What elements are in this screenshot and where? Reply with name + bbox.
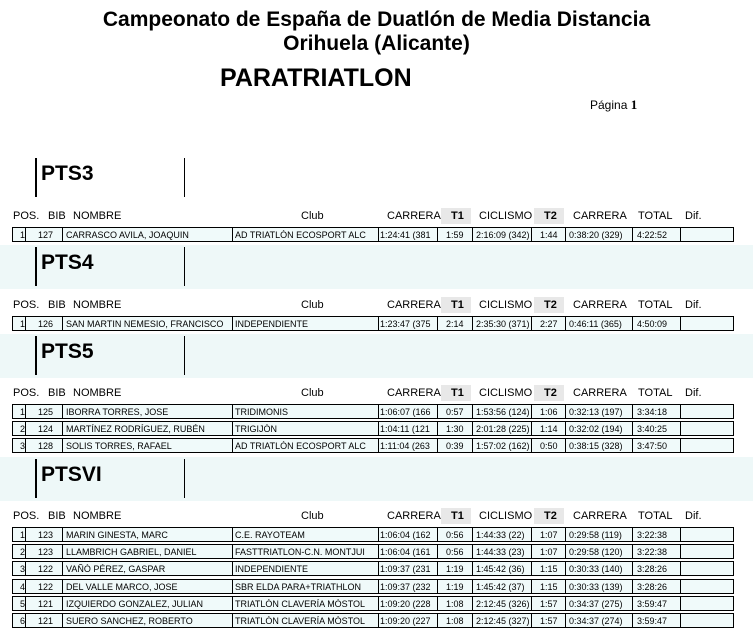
cell-t1: 0:39 [446,441,464,452]
cell-carrera1: 1:11:04 (263 [380,441,430,452]
cell-divider [232,545,233,558]
cell-nombre: MARIN GINESTA, MARC [66,530,168,540]
cell-divider [62,580,63,593]
cell-carrera2: 0:32:13 (197) [569,407,623,417]
cell-ciclismo: 2:01:28 (225) [476,424,530,435]
cell-divider [378,614,379,627]
cell-bib: 121 [38,616,54,626]
column-header-row [0,208,753,224]
cell-club: TRIATLÓN CLAVERÍA MÓSTOL [235,616,366,626]
header-t2: T2 [544,299,557,311]
cell-divider [437,562,438,575]
cell-divider [437,422,438,435]
cell-ciclismo: 1:57:02 (162) [476,441,530,452]
cell-t2: 1:15 [540,581,558,592]
cell-ciclismo: 2:16:09 (342) [476,230,530,240]
cell-t2: 1:15 [540,564,558,575]
cell-carrera1: 1:06:07 (166 [380,407,431,417]
cell-divider [472,422,473,435]
cell-pos: 1 [19,407,25,417]
header-bib: BIB [48,510,66,522]
header-carrera1: CARRERA [387,387,441,399]
header-bib: BIB [48,387,66,399]
cell-pos: 3 [19,441,25,452]
cell-divider [378,562,379,575]
result-row [12,596,734,611]
cell-carrera2: 0:34:37 (275) [569,598,623,609]
cell-nombre: MARTÍNEZ RODRÍGUEZ, RUBÉN [66,424,205,435]
cell-divider [565,317,566,330]
cell-ciclismo: 1:45:42 (37) [476,581,525,592]
cell-divider [680,597,681,610]
header-t1: T1 [451,210,464,222]
header-pos: POS. [13,299,40,311]
result-row [12,421,734,436]
results-subtitle: PARATRIATLON [220,64,412,92]
cell-t2: 1:06 [540,407,558,417]
cell-divider [680,405,681,418]
cell-divider [437,545,438,558]
cell-divider [565,614,566,627]
header-dif: Dif. [685,299,702,311]
header-club: Club [301,210,324,222]
cell-divider [62,228,63,241]
header-nombre: NOMBRE [73,210,122,222]
cell-divider [232,528,233,541]
header-t2: T2 [544,510,557,522]
cell-divider [378,580,379,593]
header-dif: Dif. [685,387,702,399]
cell-divider [232,614,233,627]
header-dif: Dif. [685,510,702,522]
cell-divider [25,562,26,575]
cell-bib: 127 [38,230,54,240]
cell-total: 3:34:18 [637,407,668,417]
category-heading [35,459,185,498]
cell-carrera1: 1:09:37 (232 [380,581,431,592]
cell-club: INDEPENDIENTE [235,564,309,575]
header-ciclismo: CICLISMO [479,299,533,311]
cell-divider [232,422,233,435]
cell-t2: 0:50 [540,441,558,452]
cell-carrera2: 0:30:33 (140) [569,564,623,575]
cell-divider [62,405,63,418]
result-row [12,438,734,453]
header-pos: POS. [13,510,40,522]
cell-nombre: IBORRA TORRES, JOSE [66,407,169,417]
cell-bib: 126 [38,319,54,329]
cell-divider [232,317,233,330]
cell-divider [62,614,63,627]
cell-bib: 122 [38,581,54,592]
cell-t1: 1:30 [446,424,464,435]
cell-pos: 2 [19,424,25,435]
result-row [12,579,734,594]
cell-divider [680,422,681,435]
cell-divider [437,580,438,593]
header-total: TOTAL [638,210,673,222]
cell-divider [680,562,681,575]
cell-pos: 2 [19,547,25,558]
header-carrera1: CARRERA [387,510,441,522]
cell-total: 3:22:38 [637,547,668,558]
cell-t1: 1:08 [446,598,464,609]
cell-bib: 124 [38,424,54,435]
cell-carrera2: 0:34:37 (274) [569,616,623,626]
cell-ciclismo: 2:12:45 (326) [476,598,530,609]
header-bib: BIB [48,299,66,311]
result-row [12,544,734,559]
header-carrera2: CARRERA [573,510,627,522]
column-header-row [0,385,753,401]
cell-t1: 2:14 [446,319,464,329]
cell-divider [632,422,633,435]
cell-divider [680,545,681,558]
cell-divider [632,545,633,558]
cell-divider [437,317,438,330]
cell-t2: 1:14 [540,424,558,435]
column-header-row [0,297,753,313]
cell-divider [62,317,63,330]
event-location: Orihuela (Alicante) [283,32,470,55]
column-header-row [0,508,753,524]
category-heading [35,158,185,197]
cell-divider [472,439,473,452]
cell-divider [565,439,566,452]
cell-club: TRIATLÓN CLAVERÍA MÓSTOL [235,598,366,609]
cell-bib: 121 [38,598,54,609]
cell-divider [378,405,379,418]
cell-club: AD TRIATLÓN ECOSPORT ALC [235,230,366,240]
cell-carrera2: 0:32:02 (194) [569,424,623,435]
header-t1: T1 [451,387,464,399]
cell-ciclismo: 1:45:42 (36) [476,564,525,575]
cell-divider [472,317,473,330]
cell-divider [62,597,63,610]
cell-pos: 1 [19,530,25,540]
header-club: Club [301,510,324,522]
cell-carrera1: 1:09:20 (228 [380,598,431,609]
category-name: PTS4 [41,251,94,274]
cell-divider [565,228,566,241]
category-heading [35,336,185,375]
cell-club: FASTTRIATLON-C.N. MONTJUI [235,547,365,558]
cell-divider [378,439,379,452]
cell-divider [472,528,473,541]
cell-ciclismo: 2:35:30 (371) [476,319,530,329]
cell-divider [472,597,473,610]
cell-pos: 1 [19,319,25,329]
cell-divider [25,228,26,241]
result-row [12,404,734,419]
header-nombre: NOMBRE [73,299,122,311]
cell-divider [25,528,26,541]
cell-carrera1: 1:09:20 (227 [380,616,431,626]
cell-carrera2: 0:46:11 (365) [569,319,622,329]
cell-divider [680,528,681,541]
cell-t2: 2:27 [540,319,558,329]
cell-divider [232,562,233,575]
cell-divider [632,228,633,241]
cell-carrera2: 0:29:58 (119) [569,530,622,540]
cell-divider [437,597,438,610]
cell-divider [437,405,438,418]
header-t2: T2 [544,387,557,399]
category-heading [35,247,185,286]
cell-divider [632,528,633,541]
cell-divider [62,439,63,452]
cell-t2: 1:07 [540,547,558,558]
header-carrera2: CARRERA [573,210,627,222]
cell-divider [232,597,233,610]
cell-t1: 1:59 [446,230,464,240]
cell-club: TRIDIMONIS [235,407,288,417]
header-ciclismo: CICLISMO [479,210,533,222]
cell-divider [378,545,379,558]
cell-divider [680,228,681,241]
cell-divider [62,545,63,558]
cell-divider [62,528,63,541]
cell-t1: 0:57 [446,407,464,417]
cell-divider [565,405,566,418]
cell-divider [565,562,566,575]
cell-ciclismo: 1:44:33 (23) [476,547,525,558]
header-nombre: NOMBRE [73,387,122,399]
cell-divider [565,422,566,435]
cell-total: 4:50:09 [637,319,668,329]
cell-divider [632,439,633,452]
cell-divider [437,614,438,627]
cell-divider [378,228,379,241]
header-ciclismo: CICLISMO [479,387,533,399]
cell-divider [565,528,566,541]
cell-divider [232,439,233,452]
cell-divider [680,580,681,593]
cell-pos: 5 [19,598,25,609]
cell-divider [472,562,473,575]
header-pos: POS. [13,387,40,399]
cell-club: C.E. RAYOTEAM [235,530,305,540]
cell-divider [232,580,233,593]
cell-t1: 1:19 [446,581,464,592]
cell-divider [632,405,633,418]
cell-bib: 123 [38,530,54,540]
result-row [12,227,734,242]
cell-pos: 4 [19,581,25,592]
cell-carrera1: 1:23:47 (375 [380,319,431,329]
cell-divider [472,228,473,241]
cell-total: 4:22:52 [637,230,668,240]
cell-carrera1: 1:04:11 (121 [380,424,430,435]
cell-divider [632,614,633,627]
cell-t1: 0:56 [446,547,464,558]
cell-divider [680,439,681,452]
event-title: Campeonato de España de Duatlón de Media Distancia [102,8,651,31]
cell-carrera2: 0:38:20 (329) [569,230,623,240]
result-row [12,316,734,331]
cell-divider [472,580,473,593]
cell-club: SBR ELDA PARA+TRIATHLON [235,581,361,592]
header-t2: T2 [544,210,557,222]
header-carrera1: CARRERA [387,299,441,311]
cell-divider [680,614,681,627]
category-name: PTS5 [41,340,94,363]
cell-divider [437,528,438,541]
header-carrera2: CARRERA [573,299,627,311]
cell-divider [680,317,681,330]
cell-divider [25,597,26,610]
cell-divider [565,545,566,558]
cell-t1: 0:56 [446,530,464,540]
cell-divider [565,580,566,593]
cell-divider [632,597,633,610]
cell-divider [472,614,473,627]
cell-divider [378,317,379,330]
cell-divider [25,405,26,418]
header-club: Club [301,299,324,311]
cell-divider [25,317,26,330]
cell-t2: 1:07 [540,530,558,540]
cell-divider [632,317,633,330]
cell-total: 3:59:47 [637,616,668,626]
cell-nombre: IZQUIERDO GONZALEZ, JULIAN [66,598,204,609]
cell-total: 3:59:47 [637,598,668,609]
cell-pos: 1 [19,230,25,240]
category-name: PTSVI [41,463,102,486]
cell-ciclismo: 2:12:45 (327) [476,616,530,626]
cell-club: AD TRIATLÓN ECOSPORT ALC [235,441,366,452]
cell-divider [437,228,438,241]
category-name: PTS3 [41,162,94,185]
cell-total: 3:47:50 [637,441,668,452]
cell-divider [232,228,233,241]
cell-divider [25,439,26,452]
cell-divider [632,580,633,593]
cell-nombre: LLAMBRICH GABRIEL, DANIEL [66,547,197,558]
header-pos: POS. [13,210,40,222]
header-ciclismo: CICLISMO [479,510,533,522]
cell-divider [378,528,379,541]
cell-bib: 125 [38,407,54,417]
header-bib: BIB [48,210,66,222]
cell-nombre: CARRASCO AVILA, JOAQUIN [66,230,189,240]
cell-ciclismo: 1:44:33 (22) [476,530,525,540]
header-t1: T1 [451,510,464,522]
cell-nombre: VAÑÓ PÉREZ, GASPAR [66,564,166,575]
cell-club: TRIGIJÓN [235,424,277,435]
cell-divider [62,422,63,435]
cell-carrera2: 0:38:15 (328) [569,441,623,452]
cell-divider [25,422,26,435]
header-total: TOTAL [638,510,673,522]
page-label: Página [590,98,628,112]
cell-pos: 3 [19,564,25,575]
cell-bib: 128 [38,441,54,452]
header-t1: T1 [451,299,464,311]
result-row [12,527,734,542]
cell-nombre: SAN MARTIN NEMESIO, FRANCISCO [66,319,224,329]
cell-nombre: SUERO SANCHEZ, ROBERTO [66,616,193,626]
result-row [12,561,734,576]
cell-carrera1: 1:09:37 (231 [380,564,431,575]
cell-divider [62,562,63,575]
cell-ciclismo: 1:53:56 (124) [476,407,530,417]
cell-pos: 6 [19,616,25,626]
cell-nombre: DEL VALLE MARCO, JOSE [66,581,178,592]
header-total: TOTAL [638,299,673,311]
cell-bib: 123 [38,547,54,558]
cell-total: 3:40:25 [637,424,668,435]
header-total: TOTAL [638,387,673,399]
header-carrera2: CARRERA [573,387,627,399]
cell-carrera2: 0:29:58 (120) [569,547,623,558]
header-nombre: NOMBRE [73,510,122,522]
cell-carrera1: 1:06:04 (162 [380,530,431,540]
cell-divider [565,597,566,610]
cell-total: 3:28:26 [637,581,668,592]
header-carrera1: CARRERA [387,210,441,222]
cell-carrera1: 1:24:41 (381 [380,230,431,240]
page-indicator [590,97,637,113]
cell-divider [232,405,233,418]
cell-total: 3:28:26 [637,564,668,575]
cell-divider [25,614,26,627]
cell-t2: 1:57 [540,616,558,626]
page-number: 1 [630,97,638,112]
cell-divider [472,545,473,558]
cell-t1: 1:19 [446,564,464,575]
cell-club: INDEPENDIENTE [235,319,309,329]
cell-divider [472,405,473,418]
cell-carrera1: 1:06:04 (161 [380,547,431,558]
cell-total: 3:22:38 [637,530,668,540]
header-dif: Dif. [685,210,702,222]
cell-divider [437,439,438,452]
result-row [12,613,734,628]
cell-t2: 1:57 [540,598,558,609]
cell-nombre: SOLIS TORRES, RAFAEL [66,441,172,452]
header-club: Club [301,387,324,399]
cell-t1: 1:08 [446,616,464,626]
cell-divider [378,422,379,435]
cell-bib: 122 [38,564,54,575]
cell-carrera2: 0:30:33 (139) [569,581,623,592]
cell-divider [25,545,26,558]
cell-divider [25,580,26,593]
cell-divider [632,562,633,575]
cell-t2: 1:44 [540,230,558,240]
cell-divider [378,597,379,610]
